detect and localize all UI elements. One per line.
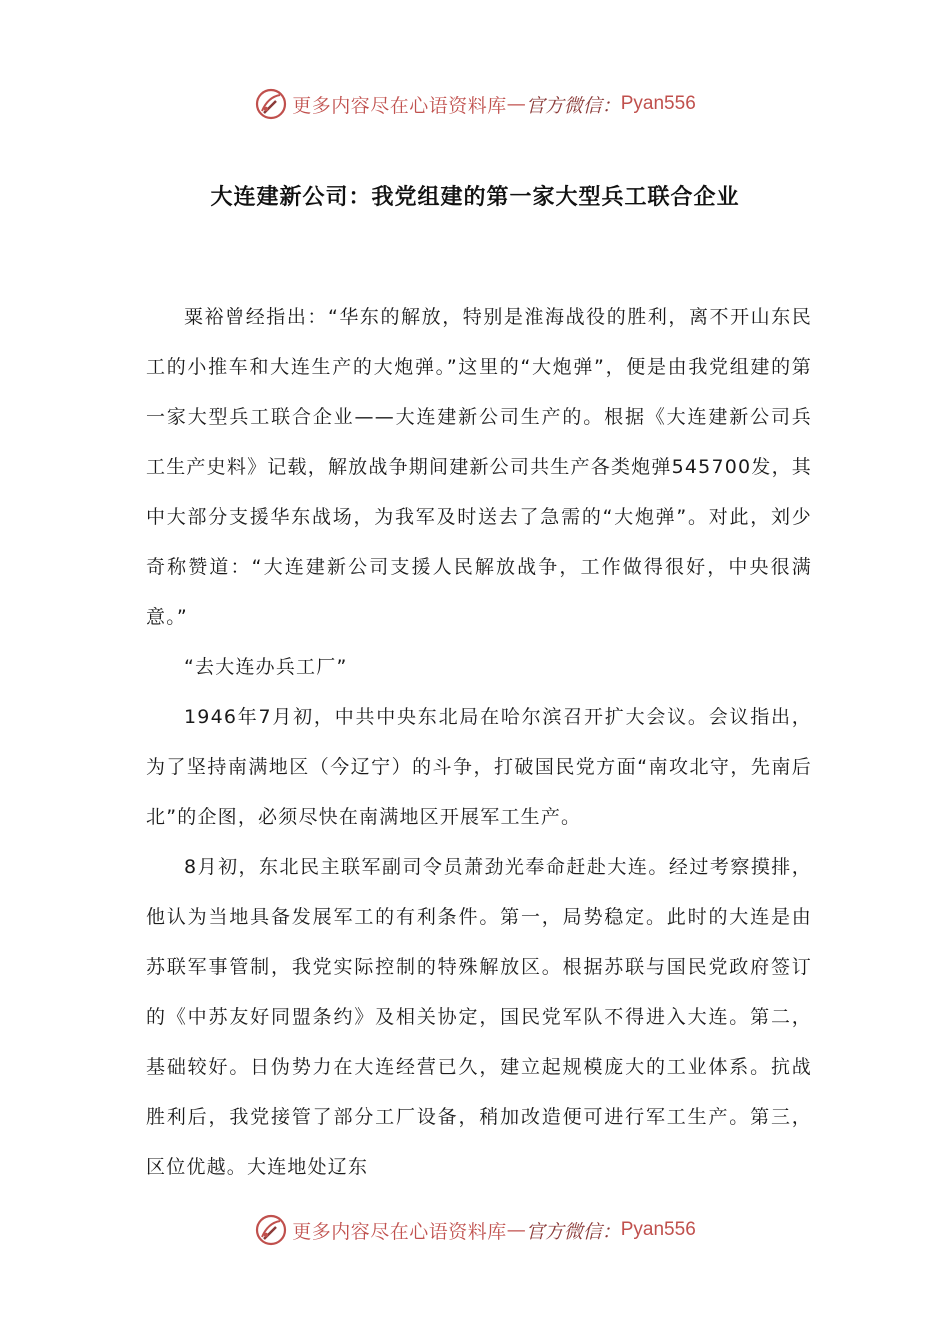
- paragraph: 粟裕曾经指出：“华东的解放，特别是淮海战役的胜利，离不开山东民工的小推车和大连生产的大炮弹。”这里的“大炮弹”，便是由我党组建的第一家大型兵工联合企业——大连建新公司生产的。根据《大连建新公司兵工生产史料》记载，解放战争期间建新公司共生产各类炮弹545700发，其中大部分支援华东战场，为我军及时送去了急需的“大炮弹”。对此，刘少奇称赞道：“大连建新公司支援人民解放战争，工作做得很好，中央很满意。”: [146, 306, 812, 628]
- header-watermark-banner: [0, 86, 950, 122]
- banner-wechat-id: Pyan556: [620, 1219, 696, 1240]
- banner-text: 更多内容尽在心语资料库: [292, 1220, 507, 1243]
- paragraph: 8月初，东北民主联军副司令员萧劲光奉命赶赴大连。经过考察摸排，他认为当地具备发展军工的有利条件。第一，局势稳定。此时的大连是由苏联军事管制，我党实际控制的特殊解放区。根据苏联与国民党政府签订的《中苏友好同盟条约》及相关协定，国民党军队不得进入大连。第二，基础较好。日伪势力在大连经营已久，建立起规模庞大的工业体系。抗战胜利后，我党接管了部分工厂设备，稍加改造便可进行军工生产。第三，区位优越。大连地处辽东: [146, 856, 812, 1178]
- footer-watermark-banner: [0, 1212, 950, 1248]
- banner-wechat-label: 官方微信：: [525, 94, 621, 117]
- document-body: [146, 292, 812, 1192]
- logo-icon: [254, 1213, 288, 1247]
- logo-icon: [254, 87, 288, 121]
- banner-text: 更多内容尽在心语资料库: [292, 94, 507, 117]
- paragraph: 1946年7月初，中共中央东北局在哈尔滨召开扩大会议。会议指出，为了坚持南满地区（今辽宁）的斗争，打破国民党方面“南攻北守，先南后北”的企图，必须尽快在南满地区开展军工生产。: [146, 706, 812, 828]
- banner-wechat-id: Pyan556: [620, 93, 696, 114]
- banner-dash: —: [506, 1219, 526, 1241]
- banner-wechat-label: 官方微信：: [525, 1220, 621, 1243]
- section-heading: “去大连办兵工厂”: [184, 656, 348, 678]
- document-title: 大连建新公司：我党组建的第一家大型兵工联合企业: [210, 185, 740, 210]
- banner-dash: —: [506, 93, 526, 115]
